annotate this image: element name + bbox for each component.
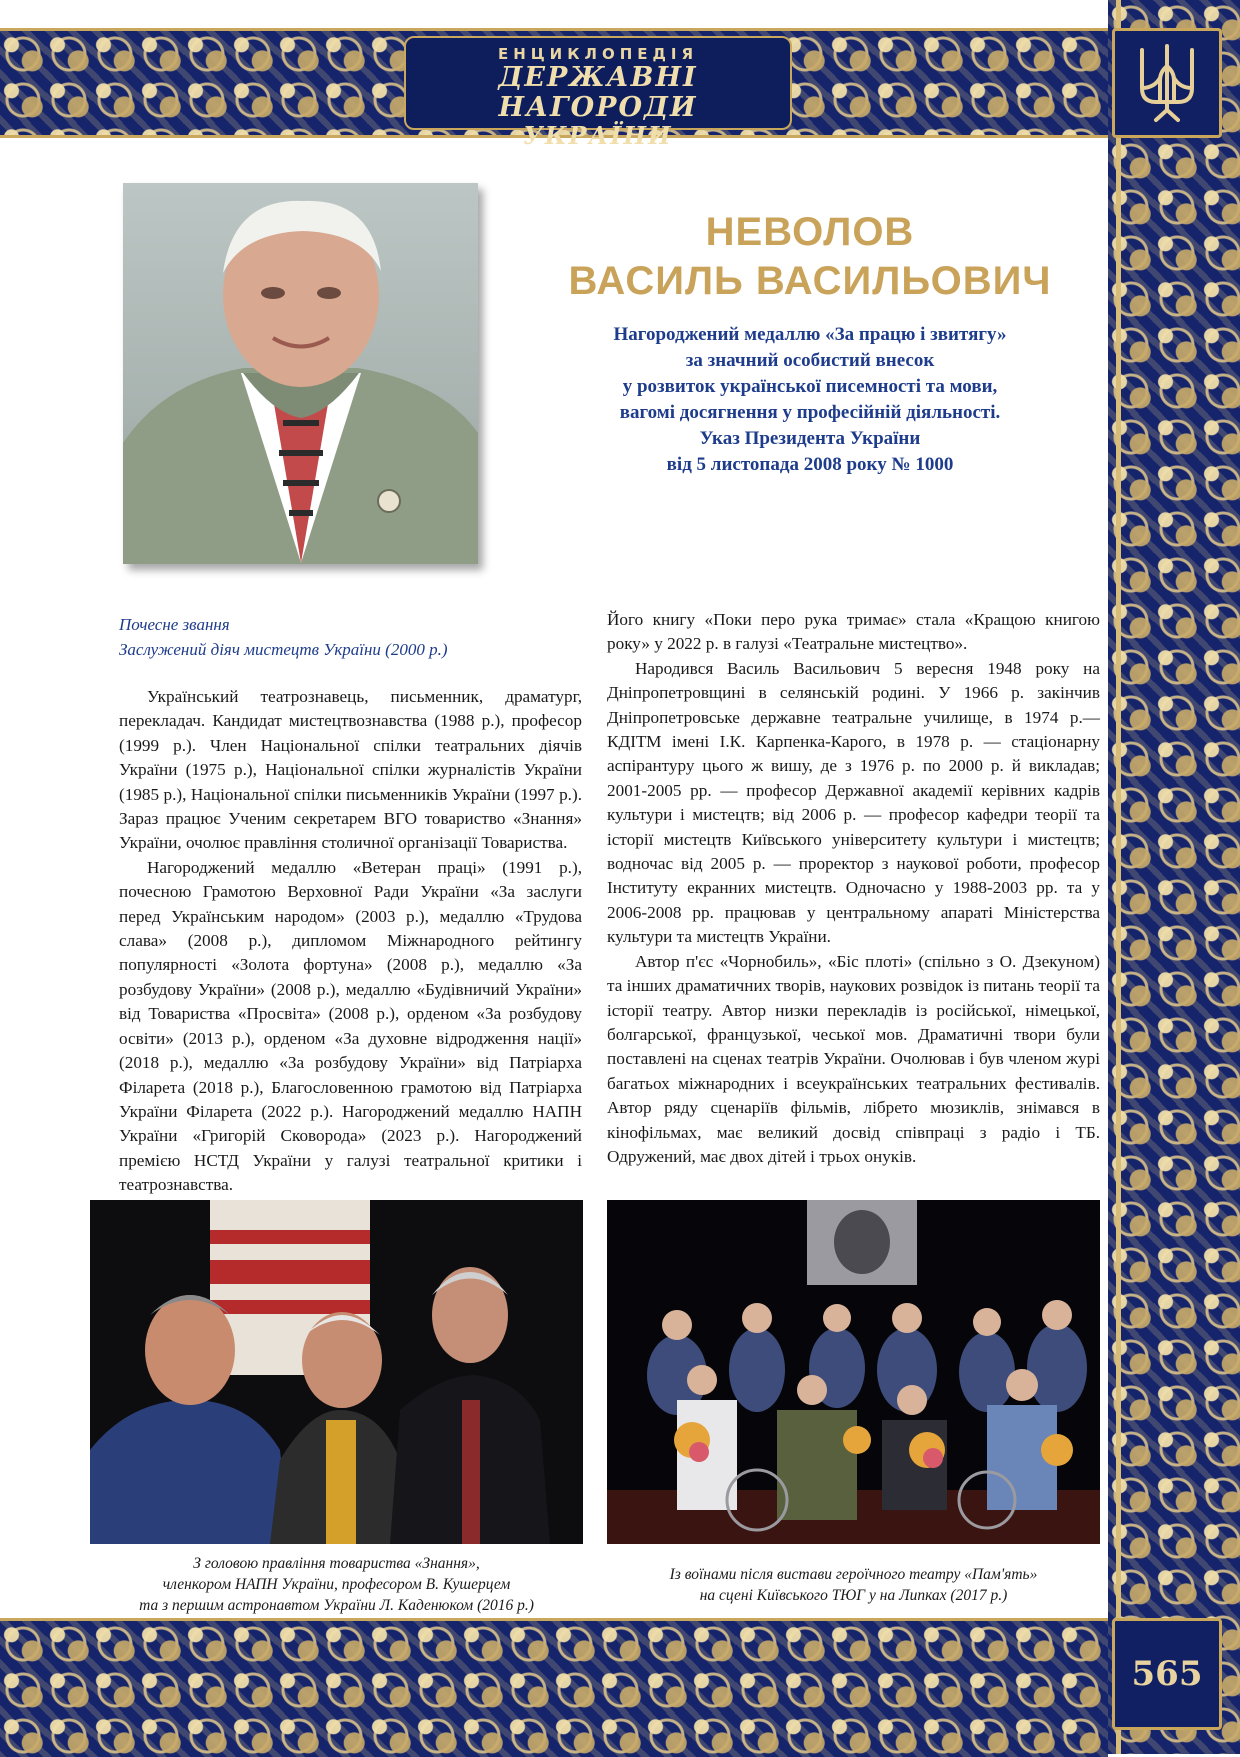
photo-caption-right [607, 1564, 1100, 1606]
biography-paragraph: Нагороджений медаллю «Ветеран праці» (1991 р.), почесною Грамотою Верховної Ради України «За заслуги перед Українським народом» (2003 р.), медаллю «Трудова слава» (2008 р.), дипломом Міжнародного рейтингу популярності «Золота фортуна» (2008 р.), медаллю «За розбудову України» (2008 р.), медаллю «Будівничий України» від Товариства «Просвіта» (2008 р.), орденом «За розбудову освіти» (2013 р.), орденом «За духовне відродження нації» (2018 р.), медаллю «За розбудову України» від Патріарха Філарета (2018 р.), Благословенною грамотою від Патріарха України Філарета (2022 р.). Нагороджений медаллю НАПН України «Григорій Сковорода» (2023 р.). Нагороджений премією НСТД України у галузі театральної критики і театрознавства. [119, 857, 582, 1195]
caption-line: Із воїнами після вистави героїчного театру «Пам'ять» [669, 1566, 1038, 1583]
page-number: 565 [1131, 1654, 1203, 1694]
honorary-title [119, 612, 448, 662]
caption-line: З головою правління товариства «Знання», [193, 1555, 480, 1572]
biography-paragraph: Народився Василь Васильович 5 вересня 1948 року на Дніпропетровщині в селянській родині. У 1966 р. закінчив Дніпропетровське державне театральне училище, в 1974 р.— КДІТМ імені І.К. Карпенка-Карого, в 1978 р. — стаціонарну аспірантуру цього ж вишу, де з 1976 р. по 2000 р. й викладав; 2001-2005 рр. — професор Державної академії керівних кадрів культури і мистецтв; від 2006 р. — професор кафедри теорії та історії мистецтв Київського університету культури і мистецтв; водночас від 2005 р. — проректор з наукової роботи, професор Інституту екранних мистецтв. Одночасно у 1988-2003 рр. та у 2006-2008 рр. працював у центральному апараті Міністерства культури та мистецтв України. [607, 658, 1100, 947]
award-line: у розвиток української писемності та мови, [622, 376, 998, 397]
award-line: за значний особистий внесок [685, 350, 935, 371]
group-photo-left [90, 1200, 583, 1544]
person-surname: НЕВОЛОВ [705, 210, 915, 254]
encyclopedia-title-plaque [404, 36, 792, 150]
group-photo-left-image [90, 1200, 583, 1544]
coat-of-arms-tab [1112, 28, 1222, 138]
page-number-tab [1112, 1618, 1222, 1730]
award-statement [560, 322, 1060, 478]
series-title-line1: ДЕРЖАВНІ НАГОРОДИ [498, 62, 698, 123]
person-given-names: ВАСИЛЬ ВАСИЛЬОВИЧ [568, 259, 1052, 303]
portrait-image [123, 183, 478, 564]
footer-ornament-band [0, 1618, 1108, 1757]
series-label: ЕНЦИКЛОПЕДІЯ [497, 45, 699, 63]
honorary-title-label: Почесне звання [119, 615, 230, 634]
award-line: Нагороджений медаллю «За працю і звитягу» [613, 324, 1007, 345]
group-photo-right [607, 1200, 1100, 1544]
biography-paragraph: Український театрознавець, письменник, драматург, перекладач. Кандидат мистецтвознавства (1988 р.), професор (1999 р.). Член Національної спілки театральних діячів України (1975 р.), Національної спілки журналістів України (1985 р.), Національної спілки письменників України (1997 р.). Зараз працює Ученим секретарем ВГО товариство «Знання» України, очолює правління столичної організації Товариства. [119, 687, 582, 853]
right-ornament-band [1108, 0, 1240, 1754]
honorary-title-value: Заслужений діяч мистецтв України (2000 р.) [119, 640, 448, 659]
award-line: від 5 листопада 2008 року № 1000 [666, 454, 954, 475]
group-photo-right-image [607, 1200, 1100, 1544]
award-line: вагомі досягнення у професійній діяльності. [619, 402, 1001, 423]
biography-left-column [119, 685, 582, 1198]
series-title-line2: УКРАЇНИ [523, 121, 673, 150]
photo-caption-left [90, 1553, 583, 1616]
caption-line: на сцені Київського ТЮГ у на Липках (2017 р.) [699, 1587, 1008, 1604]
award-line: Указ Президента України [699, 428, 921, 449]
portrait-photo [123, 183, 478, 564]
trident-icon [1132, 40, 1202, 126]
biography-paragraph: Автор п'єс «Чорнобиль», «Біс плоті» (спільно з О. Дзекуном) та інших драматичних творів, наукових розвідок із питань теорії та історії театру. Автор низки перекладів із російської, німецької, болгарської, французької, чеської мов. Драматичні твори були поставлені на сценах театрів України. Очолював і був членом журі багатьох міжнародних і всеукраїнських театральних фестивалів. Автор ряду сценаріїв фільмів, лібрето мюзиклів, знімався в кінофільмах, має великий досвід співпраці з радіо і ТБ. Одружений, має двох дітей і трьох онуків. [607, 951, 1100, 1166]
person-name [560, 208, 1060, 306]
biography-paragraph-continuation: Його книгу «Поки перо рука тримає» стала «Кращою книгою року» у 2022 р. в галузі «Театральне мистецтво». [607, 610, 1100, 654]
biography-right-column [607, 608, 1100, 1169]
caption-line: членкором НАПН України, професором В. Кушерцем [162, 1576, 511, 1593]
caption-line: та з першим астронавтом України Л. Каденюком (2016 р.) [139, 1597, 534, 1614]
